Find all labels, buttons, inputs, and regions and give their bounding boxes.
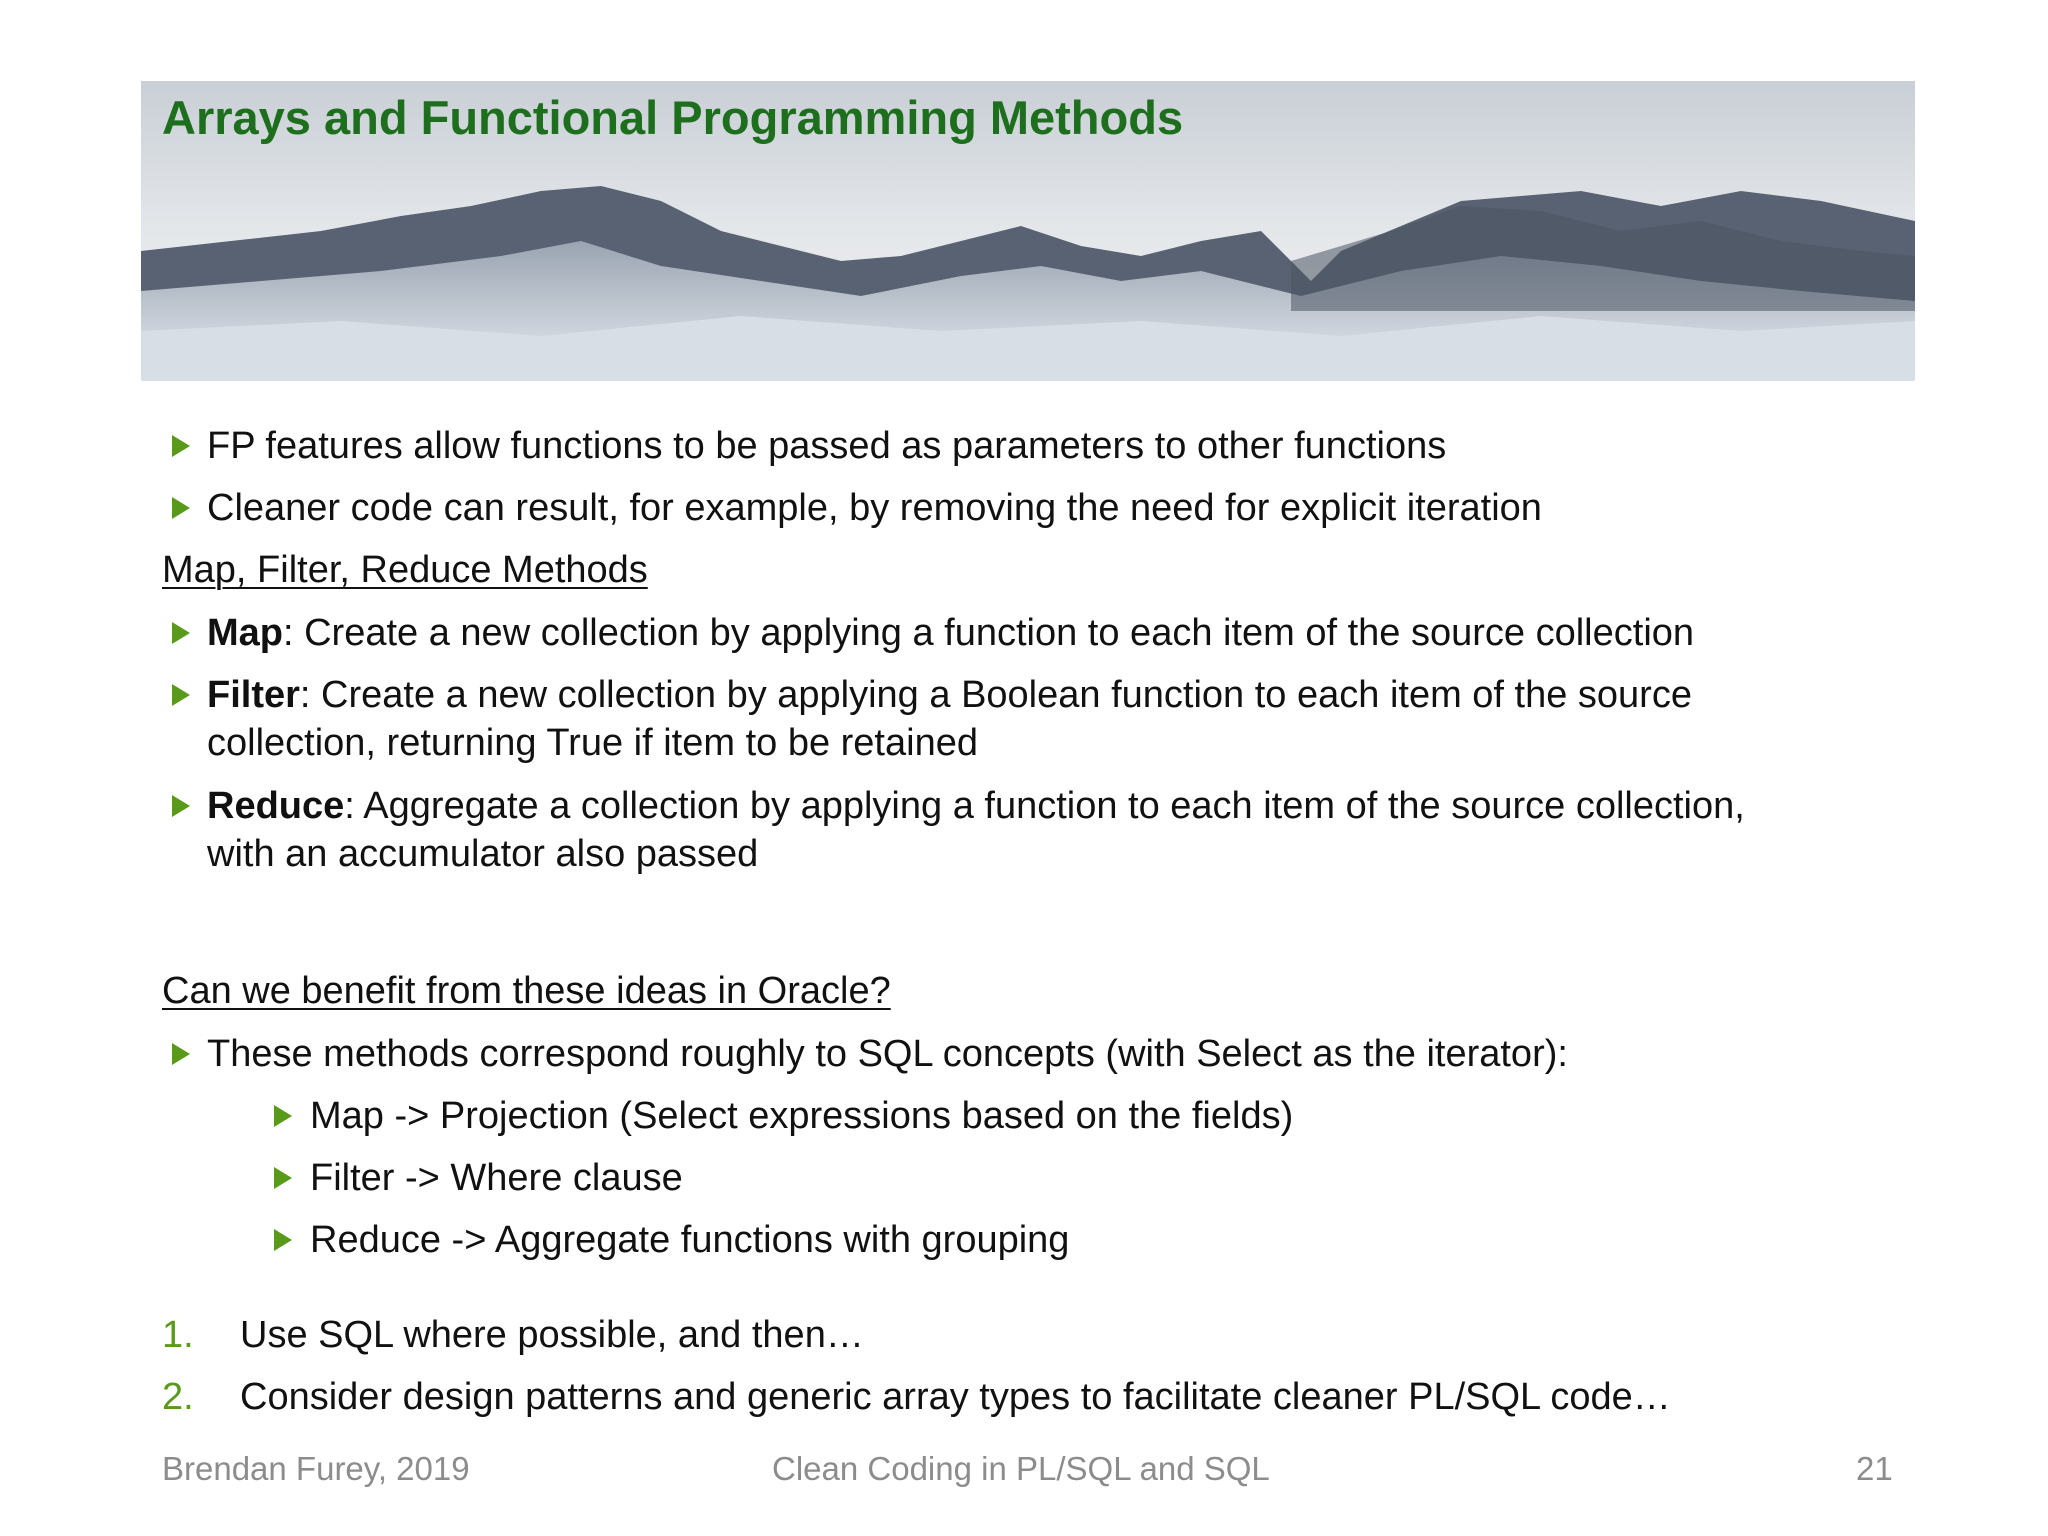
bullet-triangle-icon — [172, 1043, 190, 1065]
method-term: Reduce — [207, 785, 345, 827]
bullet-triangle-icon — [172, 497, 190, 519]
sub-bullet-triangle-icon — [274, 1105, 292, 1127]
numbered-item-text: Use SQL where possible, and then… — [240, 1314, 864, 1356]
method-term: Map — [207, 612, 283, 654]
method-description: : Create a new collection by applying a function to each item of the source collection — [283, 612, 1695, 654]
method-description-continued: with an accumulator also passed — [207, 833, 759, 875]
footer-page-number: 21 — [1856, 1450, 1893, 1487]
numbered-item-number: 2. — [162, 1376, 194, 1418]
method-term: Filter — [207, 674, 300, 716]
bullet-text: FP features allow functions to be passed as parameters to other functions — [207, 425, 1447, 467]
bullet-triangle-icon — [172, 435, 190, 457]
sub-bullet-text: Map -> Projection (Select expressions based on the fields) — [310, 1095, 1294, 1137]
bullet-triangle-icon — [172, 622, 190, 644]
bullet-triangle-icon — [172, 795, 190, 817]
method-description: : Create a new collection by applying a Boolean function to each item of the source — [299, 674, 1692, 716]
method-description: : Aggregate a collection by applying a function to each item of the source collection, — [344, 785, 1745, 827]
method-description-continued: collection, returning True if item to be retained — [207, 722, 978, 764]
slide-title: Arrays and Functional Programming Methods — [162, 91, 1184, 144]
bullet-text: These methods correspond roughly to SQL concepts (with Select as the iterator): — [207, 1033, 1568, 1075]
sub-bullet-triangle-icon — [274, 1229, 292, 1251]
bullet-text: Cleaner code can result, for example, by removing the need for explicit iteration — [207, 487, 1542, 529]
sub-bullet-text: Filter -> Where clause — [310, 1157, 683, 1199]
footer-author: Brendan Furey, 2019 — [162, 1450, 470, 1487]
method-bullet-map — [207, 609, 1694, 657]
section-heading-oracle: Can we benefit from these ideas in Oracle? — [162, 970, 891, 1012]
section-heading-methods: Map, Filter, Reduce Methods — [162, 549, 648, 591]
sub-bullet-text: Reduce -> Aggregate functions with grouping — [310, 1219, 1070, 1261]
footer-course-title: Clean Coding in PL/SQL and SQL — [772, 1450, 1270, 1487]
method-bullet-reduce — [207, 782, 1745, 830]
method-bullet-filter — [207, 671, 1692, 719]
sub-bullet-triangle-icon — [274, 1167, 292, 1189]
numbered-item-text: Consider design patterns and generic array types to facilitate cleaner PL/SQL code… — [240, 1376, 1671, 1418]
numbered-item-number: 1. — [162, 1314, 194, 1356]
bullet-triangle-icon — [172, 684, 190, 706]
